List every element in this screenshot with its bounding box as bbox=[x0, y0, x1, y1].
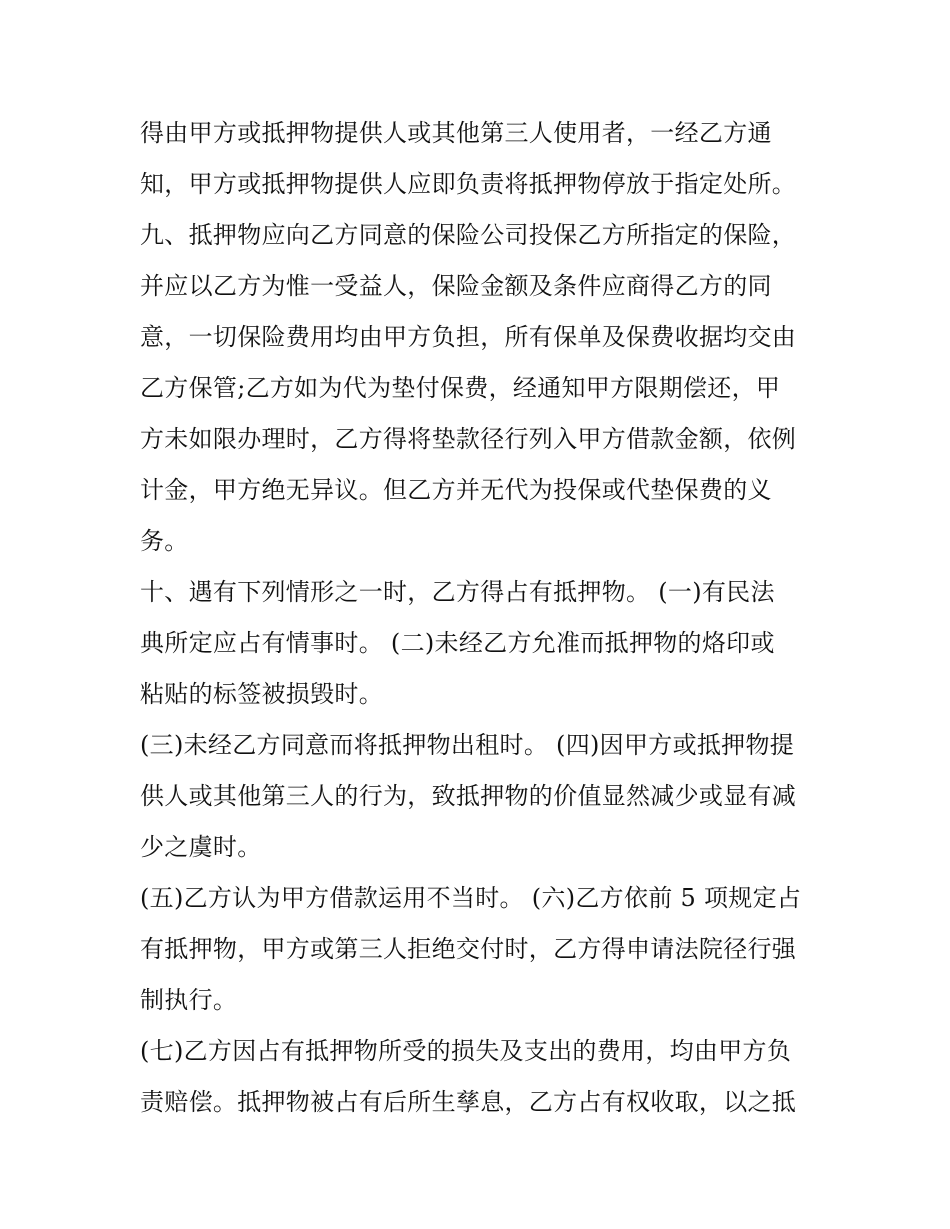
text-line: 乙方保管;乙方如为代为垫付保费，经通知甲方限期偿还，甲 bbox=[140, 374, 781, 402]
text-line: 计金，甲方绝无异议。但乙方并无代为投保或代垫保费的义 bbox=[140, 476, 772, 504]
text-line: 粘贴的标签被损毁时。 bbox=[140, 680, 383, 708]
text-line: 供人或其他第三人的行为，致抵押物的价值显然减少或显有减 bbox=[140, 782, 797, 810]
text-line: 务。 bbox=[140, 527, 189, 555]
text-line: 意，一切保险费用均由甲方负担，所有保单及保费收据均交由 bbox=[140, 323, 797, 351]
text-line: (三)未经乙方同意而将抵押物出租时。 (四)因甲方或抵押物提 bbox=[140, 731, 795, 759]
text-line: 有抵押物，甲方或第三人拒绝交付时，乙方得申请法院径行强 bbox=[140, 935, 797, 963]
text-line: 并应以乙方为惟一受益人，保险金额及条件应商得乙方的同 bbox=[140, 272, 772, 300]
text-line: 少之虞时。 bbox=[140, 833, 262, 861]
text-line: 制执行。 bbox=[140, 986, 238, 1014]
text-line: 典所定应占有情事时。 (二)未经乙方允准而抵押物的烙印或 bbox=[140, 629, 775, 657]
text-line: 九、抵押物应向乙方同意的保险公司投保乙方所指定的保险， bbox=[140, 221, 797, 249]
text-line: 方未如限办理时，乙方得将垫款径行列入甲方借款金额，依例 bbox=[140, 425, 797, 453]
text-line: (五)乙方认为甲方借款运用不当时。 (六)乙方依前 5 项规定占 bbox=[140, 884, 802, 912]
text-line: 得由甲方或抵押物提供人或其他第三人使用者，一经乙方通 bbox=[140, 119, 772, 147]
text-line: 责赔偿。抵押物被占有后所生孳息，乙方占有权收取，以之抵 bbox=[140, 1088, 797, 1116]
text-line: 知，甲方或抵押物提供人应即负责将抵押物停放于指定处所。 bbox=[140, 170, 797, 198]
text-line: (七)乙方因占有抵押物所受的损失及支出的费用，均由甲方负 bbox=[140, 1037, 792, 1065]
document-body bbox=[140, 108, 820, 1128]
text-line: 十、遇有下列情形之一时，乙方得占有抵押物。 (一)有民法 bbox=[140, 578, 775, 606]
